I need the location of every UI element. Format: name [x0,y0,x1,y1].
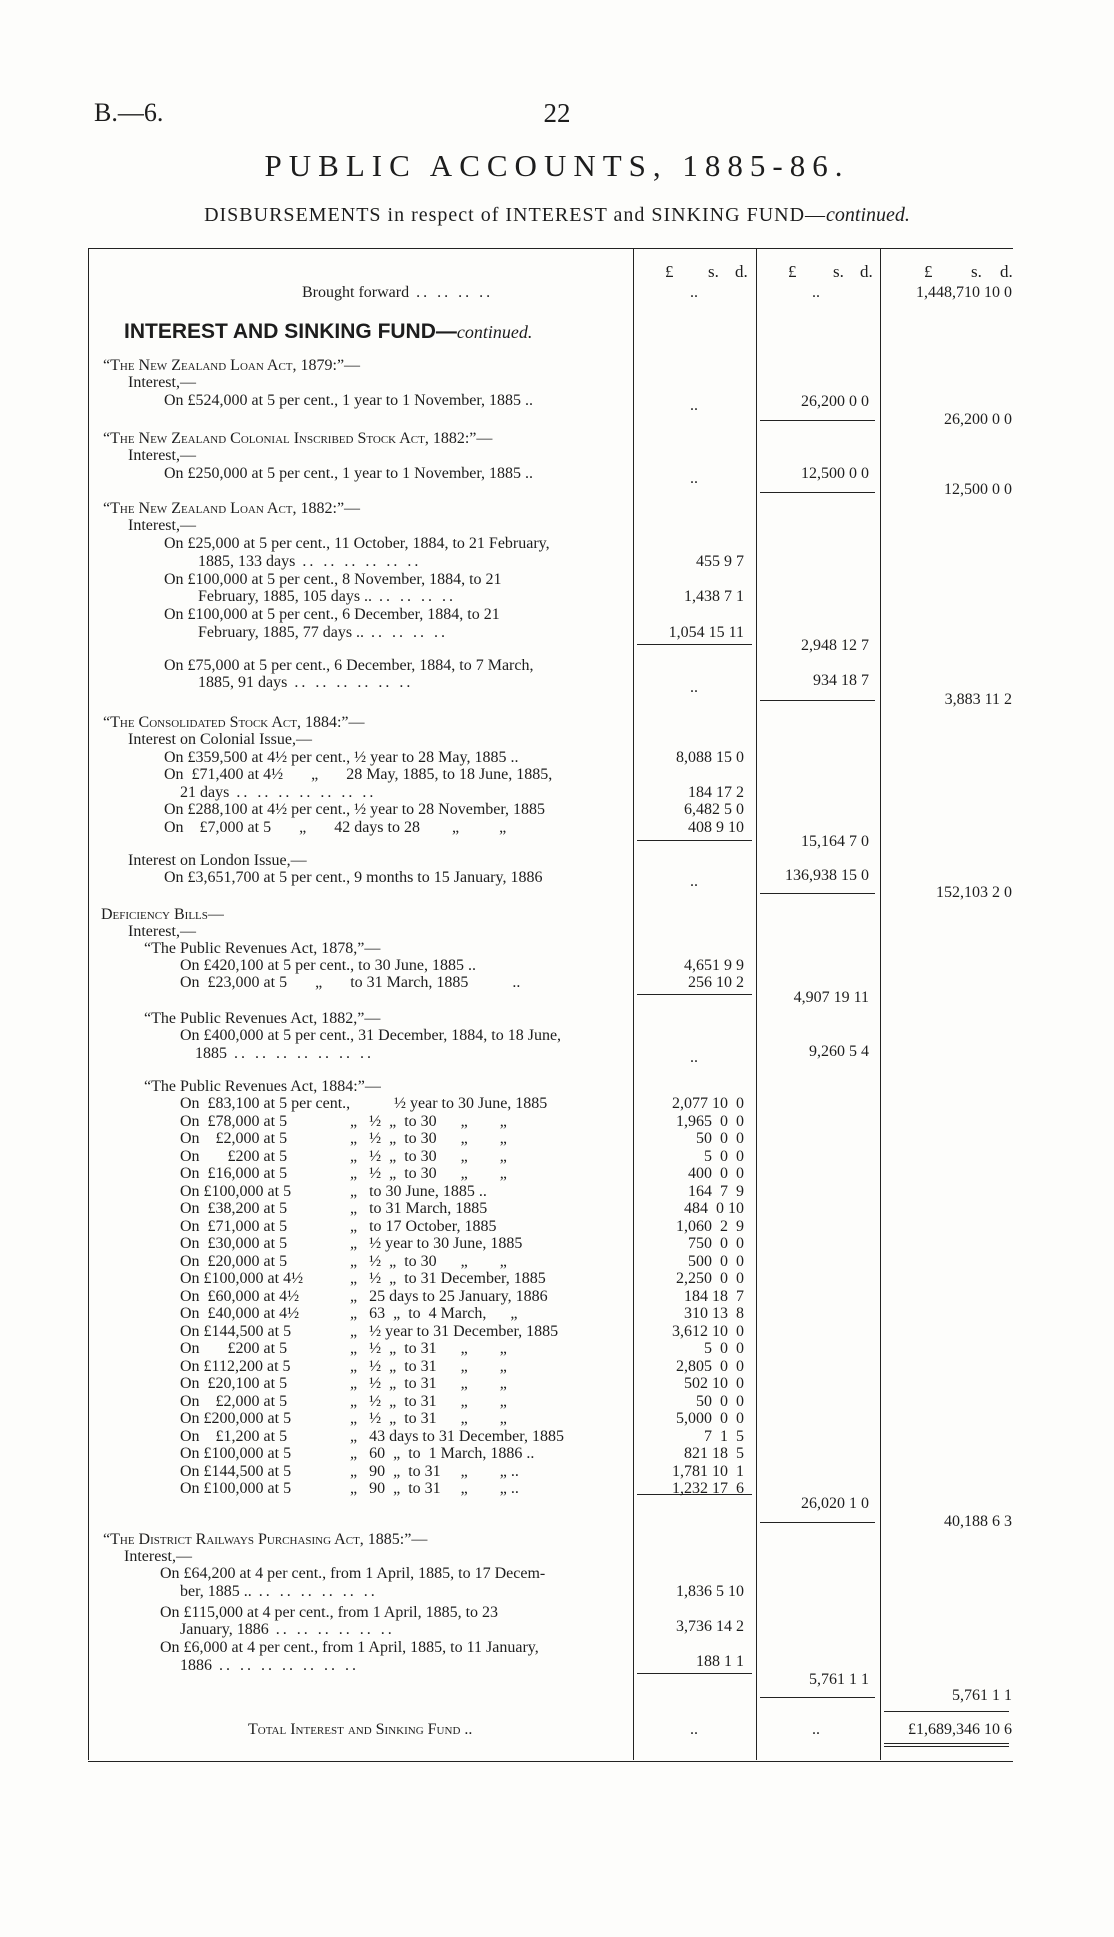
act1884-row-amount: On £20,000 at 5 [180,1253,288,1270]
act1884-row-period: ½ year to 30 June, 1885 [394,1095,548,1112]
london-issue-col1: .. [690,873,698,890]
rule [637,1673,752,1674]
nz-loan-1882-item-2-value: 1,438 7 1 [684,588,744,605]
act1884-row-value: 164 7 9 [688,1183,744,1200]
act1884-row-period: „ ½ year to 30 June, 1885 [350,1235,523,1252]
consolidated-item-1-value: 8,088 15 0 [676,749,744,766]
act1884-row-period: „ ½ year to 31 December, 1885 [350,1323,559,1340]
col2-pound-head: £ [788,262,797,281]
nz-loan-1882-title: “The New Zealand Loan Act, 1882:”— [103,500,361,517]
act1884-row-amount: On £144,500 at 5 [180,1463,292,1480]
act1884-row-period: „ ½ „ to 31 „ „ [350,1358,507,1375]
act1884-row-value: 2,250 0 0 [676,1270,744,1287]
nz-loan-1882-item-1a: On £25,000 at 5 per cent., 11 October, 1884, to 21 February, [164,535,550,552]
act1884-row-period: „ 90 „ to 31 „ „ .. [350,1480,519,1497]
subtitle-continued: continued. [826,204,910,226]
consolidated-col3: 152,103 2 0 [936,884,1012,901]
act1884-row-period: „ ½ „ to 30 „ „ [350,1165,507,1182]
ledger-divider-3 [880,248,881,1760]
act1878-subtotal: 4,907 19 11 [793,989,869,1006]
act1884-row-amount: On £200 at 5 [180,1340,288,1357]
act1884-row-amount: On £200 at 5 [180,1148,288,1165]
rule [637,1494,752,1495]
act1882-line-b: 1885 .. .. .. .. .. .. .. [195,1045,374,1062]
inscribed-1882-sub: Interest,— [128,447,196,464]
act1884-row-period: „ ½ „ to 31 „ „ [350,1393,507,1410]
col1-pound-head: £ [665,262,674,281]
act1884-row-amount: On £112,200 at 5 [180,1358,291,1375]
consolidated-subtotal: 15,164 7 0 [801,833,869,850]
act1884-row-value: 50 0 0 [696,1393,744,1410]
act1884-row-amount: On £30,000 at 5 [180,1235,288,1252]
col1-shilling-head: s. [708,262,719,281]
act1884-row-value: 500 0 0 [688,1253,744,1270]
nz-loan-1879-sub: Interest,— [128,374,196,391]
act1884-row-period: „ 25 days to 25 January, 1886 [350,1288,548,1305]
ledger-divider-2 [756,248,757,1760]
act1884-row-amount: On £2,000 at 5 [180,1393,288,1410]
nz-loan-1882-subtotal: 2,948 12 7 [801,637,869,654]
district-item-2b: January, 1886 .. .. .. .. .. .. [180,1621,395,1638]
act1884-row-amount: On £200,000 at 5 [180,1410,292,1427]
nz-loan-1882-item-3a: On £100,000 at 5 per cent., 6 December, 1884, to 21 [164,606,500,623]
act1884-row-period: „ to 31 March, 1885 [350,1200,488,1217]
act1884-row-period: „ ½ „ to 30 „ „ [350,1113,507,1130]
total-col3: £1,689,346 10 6 [908,1721,1012,1738]
act1884-row-value: 2,805 0 0 [676,1358,744,1375]
ledger-divider-1 [633,248,634,1760]
total-col1: .. [690,1721,698,1738]
district-item-2-value: 3,736 14 2 [676,1618,744,1635]
act1884-row-amount: On £100,000 at 5 [180,1445,292,1462]
nz-loan-1882-item-3b: February, 1885, 77 days .. .. .. .. .. [198,624,449,641]
act1884-row-amount: On £20,100 at 5 [180,1375,288,1392]
district-railways-title: “The District Railways Purchasing Act, 1885:”— [103,1531,428,1548]
act1884-row-period: „ to 30 June, 1885 .. [350,1183,487,1200]
nz-loan-1882-item-2a: On £100,000 at 5 per cent., 8 November, 1884, to 21 [164,571,502,588]
act1882-line-a: On £400,000 at 5 per cent., 31 December, 1884, to 18 June, [180,1027,562,1044]
act1878-item-2-value: 256 10 2 [688,974,744,991]
total-col2: .. [812,1721,820,1738]
act1884-row-value: 484 0 10 [684,1200,744,1217]
ledger-left-border [88,248,89,1760]
deficiency-sub: Interest,— [128,923,196,940]
nz-loan-1879-col1: .. [690,397,698,414]
act1884-row-period: „ 63 „ to 4 March, „ [350,1305,518,1322]
nz-loan-1879-line: On £524,000 at 5 per cent., 1 year to 1 November, 1885 .. [164,392,534,409]
act1884-row-period: „ ½ „ to 30 „ „ [350,1253,507,1270]
consolidated-item-2a: On £71,400 at 4½ „ 28 May, 1885, to 18 June, 1885, [164,766,553,783]
act1884-row-value: 184 18 7 [684,1288,744,1305]
consolidated-item-3-value: 6,482 5 0 [684,801,744,818]
act1884-row-value: 1,965 0 0 [676,1113,744,1130]
london-issue-col2: 136,938 15 0 [785,867,869,884]
district-item-3-value: 188 1 1 [696,1653,744,1670]
deficiency-col3: 40,188 6 3 [944,1513,1012,1530]
act1884-row-period: „ ½ „ to 31 „ „ [350,1410,507,1427]
act1884-row-amount: On £100,000 at 5 [180,1183,292,1200]
brought-forward-col1: .. [690,284,698,301]
act1884-row-amount: On £16,000 at 5 [180,1165,288,1182]
act1884-row-value: 1,781 10 1 [672,1463,744,1480]
act1882-title: “The Public Revenues Act, 1882,”— [144,1010,381,1027]
document-reference: B.—6. [94,98,164,127]
act1878-item-1-value: 4,651 9 9 [684,957,744,974]
section-heading: INTEREST AND SINKING FUND—continued. [124,320,533,343]
rule [760,420,875,421]
act1884-row-amount: On £1,200 at 5 [180,1428,288,1445]
district-item-3a: On £6,000 at 4 per cent., from 1 April, 1885, to 11 January, [160,1639,539,1656]
act1884-row-value: 3,612 10 0 [672,1323,744,1340]
act1884-row-amount: On £71,000 at 5 [180,1218,288,1235]
nz-loan-1882-item-3-value: 1,054 15 11 [668,624,744,641]
act1884-row-amount: On £100,000 at 5 [180,1480,292,1497]
consolidated-1884-sub: Interest on Colonial Issue,— [128,731,312,748]
consolidated-item-4-value: 408 9 10 [688,819,744,836]
act1884-row-value: 1,232 17 6 [672,1480,744,1497]
nz-loan-1882-extra-a: On £75,000 at 5 per cent., 6 December, 1884, to 7 March, [164,657,534,674]
act1884-row-value: 1,060 2 9 [676,1218,744,1235]
col3-pence-head: d. [1000,262,1013,281]
nz-loan-1879-col3: 26,200 0 0 [944,411,1012,428]
act1884-row-amount: On £60,000 at 4½ [180,1288,300,1305]
brought-forward-col3: 1,448,710 10 0 [916,284,1012,301]
col3-shilling-head: s. [971,262,982,281]
act1884-title: “The Public Revenues Act, 1884:”— [144,1078,381,1095]
nz-loan-1879-col2: 26,200 0 0 [801,393,869,410]
inscribed-1882-col2: 12,500 0 0 [801,465,869,482]
col3-pound-head: £ [924,262,933,281]
act1878-item-2: On £23,000 at 5 „ to 31 March, 1885 .. [180,974,521,991]
inscribed-1882-col1: .. [690,470,698,487]
london-issue-title: Interest on London Issue,— [128,852,307,869]
act1884-row-amount: On £38,200 at 5 [180,1200,288,1217]
act1884-row-value: 310 13 8 [684,1305,744,1322]
rule [637,840,752,841]
consolidated-1884-title: “The Consolidated Stock Act, 1884:”— [103,714,365,731]
col2-shilling-head: s. [833,262,844,281]
act1884-row-value: 50 0 0 [696,1130,744,1147]
deficiency-title: Deficiency Bills— [101,906,224,923]
nz-loan-1882-item-2b: February, 1885, 105 days .. .. .. .. .. [198,588,457,605]
inscribed-1882-title: “The New Zealand Colonial Inscribed Stock Act, 1882:”— [103,430,493,447]
nz-loan-1882-item-1b: 1885, 133 days .. .. .. .. .. .. [198,553,422,570]
rule [637,994,752,995]
district-item-1-value: 1,836 5 10 [676,1583,744,1600]
act1884-row-period: „ 43 days to 31 December, 1885 [350,1428,564,1445]
act1884-row-amount: On £40,000 at 4½ [180,1305,300,1322]
rule [760,1697,875,1698]
consolidated-item-4: On £7,000 at 5 „ 42 days to 28 „ „ [164,819,507,836]
district-item-1a: On £64,200 at 4 per cent., from 1 April, 1885, to 17 Decem- [160,1565,546,1582]
col1-pence-head: d. [735,262,748,281]
page-number: 22 [543,98,571,128]
brought-forward-label: Brought forward .. .. .. .. [302,284,494,301]
consolidated-item-3: On £288,100 at 4½ per cent., ½ year to 28 November, 1885 [164,801,546,818]
nz-loan-1882-extra-col1: .. [690,679,698,696]
nz-loan-1882-extra-b: 1885, 91 days .. .. .. .. .. .. [198,674,414,691]
inscribed-1882-col3: 12,500 0 0 [944,481,1012,498]
nz-loan-1879-title: “The New Zealand Loan Act, 1879:”— [103,357,361,374]
act1884-row-value: 5,000 0 0 [676,1410,744,1427]
act1884-row-value: 821 18 5 [684,1445,744,1462]
district-item-1b: ber, 1885 .. .. .. .. .. .. .. [180,1583,378,1600]
act1884-row-period: „ ½ „ to 31 December, 1885 [350,1270,546,1287]
consolidated-item-1: On £359,500 at 4½ per cent., ½ year to 28 May, 1885 .. [164,749,519,766]
act1882-col2: 9,260 5 4 [809,1043,869,1060]
inscribed-1882-line: On £250,000 at 5 per cent., 1 year to 1 November, 1885 .. [164,465,534,482]
rule [760,492,875,493]
act1884-row-amount: On £83,100 at 5 per cent., [180,1095,351,1112]
rule [884,1743,1009,1744]
act1882-col1: .. [690,1049,698,1066]
act1884-row-value: 400 0 0 [688,1165,744,1182]
act1884-row-amount: On £2,000 at 5 [180,1130,288,1147]
page-title: PUBLIC ACCOUNTS, 1885-86. [264,148,850,183]
nz-loan-1882-extra-col2: 934 18 7 [813,672,869,689]
page-subtitle [0,204,1114,227]
col2-pence-head: d. [860,262,873,281]
rule [884,1746,1009,1747]
act1884-row-period: „ 60 „ to 1 March, 1886 .. [350,1445,535,1462]
act1884-row-amount: On £144,500 at 5 [180,1323,292,1340]
district-railways-sub: Interest,— [124,1548,192,1565]
london-issue-line: On £3,651,700 at 5 per cent., 9 months to 15 January, 1886 [164,869,543,886]
nz-loan-1882-sub: Interest,— [128,517,196,534]
subtitle-main: DISBURSEMENTS in respect of INTEREST and SINKING FUND— [204,204,827,226]
rule [637,644,752,645]
nz-loan-1882-item-1-value: 455 9 7 [696,553,744,570]
act1884-row-value: 750 0 0 [688,1235,744,1252]
act1884-subtotal: 26,020 1 0 [801,1495,869,1512]
act1884-row-amount: On £100,000 at 4½ [180,1270,304,1287]
district-subtotal: 5,761 1 1 [809,1671,869,1688]
district-item-3b: 1886 .. .. .. .. .. .. .. [180,1657,359,1674]
act1884-row-value: 7 1 5 [704,1428,744,1445]
act1884-row-amount: On £78,000 at 5 [180,1113,288,1130]
rule [760,893,875,894]
act1878-title: “The Public Revenues Act, 1878,”— [144,940,381,957]
act1884-row-value: 502 10 0 [684,1375,744,1392]
district-col3: 5,761 1 1 [952,1687,1012,1704]
consolidated-item-2-value: 184 17 2 [688,784,744,801]
act1884-row-value: 5 0 0 [704,1148,744,1165]
rule [760,1522,875,1523]
consolidated-item-2b: 21 days .. .. .. .. .. .. .. [180,784,377,801]
act1884-row-period: „ 90 „ to 31 „ „ .. [350,1463,519,1480]
act1884-row-value: 5 0 0 [704,1340,744,1357]
act1884-row-value: 2,077 10 0 [672,1095,744,1112]
nz-loan-1882-col3: 3,883 11 2 [944,691,1012,708]
act1884-row-period: „ ½ „ to 31 „ „ [350,1375,507,1392]
total-label: Total Interest and Sinking Fund .. [248,1721,473,1738]
rule [760,700,875,701]
rule [884,1711,1009,1712]
act1884-row-period: „ to 17 October, 1885 [350,1218,497,1235]
brought-forward-col2: .. [812,284,820,301]
district-item-2a: On £115,000 at 4 per cent., from 1 April, 1885, to 23 [160,1604,499,1621]
act1884-row-period: „ ½ „ to 31 „ „ [350,1340,507,1357]
act1878-item-1: On £420,100 at 5 per cent., to 30 June, 1885 .. [180,957,476,974]
act1884-row-period: „ ½ „ to 30 „ „ [350,1130,507,1147]
act1884-row-period: „ ½ „ to 30 „ „ [350,1148,507,1165]
